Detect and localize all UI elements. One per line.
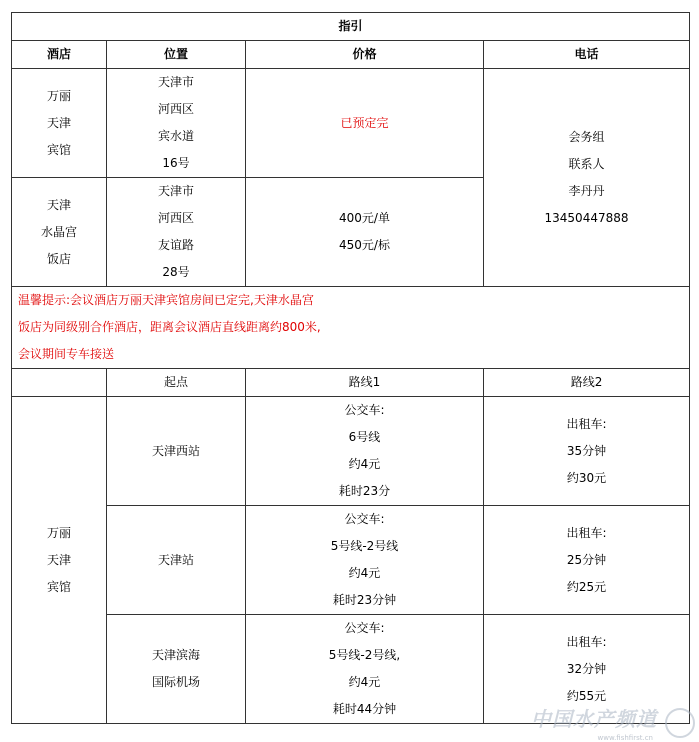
watermark-logo-icon — [665, 708, 695, 738]
route1-cell: 公交车: 6号线 约4元 耗时23分 — [246, 397, 484, 506]
route-header-route2: 路线2 — [484, 369, 690, 397]
hotel-price-cell: 已预定完 — [246, 69, 484, 178]
header-phone: 电话 — [484, 41, 690, 69]
route-start-cell: 天津站 — [107, 506, 246, 615]
route2-cell: 出租车: 35分钟 约30元 — [484, 397, 690, 506]
hotel-location-cell: 天津市 河西区 宾水道 16号 — [107, 69, 246, 178]
route-header-route1: 路线1 — [246, 369, 484, 397]
route-header-empty — [12, 369, 107, 397]
header-location: 位置 — [107, 41, 246, 69]
table-title: 指引 — [12, 13, 690, 41]
notice-cell: 温馨提示:会议酒店万丽天津宾馆房间已定完,天津水晶宫 饭店为同级别合作酒店，距离会议酒店直线距离约800米, 会议期间专车接送 — [12, 287, 690, 369]
route-header-start: 起点 — [107, 369, 246, 397]
hotel-price-cell: 400元/单 450元/标 — [246, 178, 484, 287]
route-start-cell: 天津西站 — [107, 397, 246, 506]
guide-table — [11, 12, 690, 724]
route1-cell: 公交车: 5号线-2号线 约4元 耗时23分钟 — [246, 506, 484, 615]
hotel-name-cell: 万丽 天津 宾馆 — [12, 69, 107, 178]
hotel-name-cell: 天津 水晶宫 饭店 — [12, 178, 107, 287]
route1-cell: 公交车: 5号线-2号线, 约4元 耗时44分钟 — [246, 615, 484, 724]
header-hotel: 酒店 — [12, 41, 107, 69]
header-price: 价格 — [246, 41, 484, 69]
route2-cell: 出租车: 32分钟 约55元 — [484, 615, 690, 724]
route-start-cell: 天津滨海 国际机场 — [107, 615, 246, 724]
watermark-url: www.fishfirst.cn — [597, 734, 653, 742]
route2-cell: 出租车: 25分钟 约25元 — [484, 506, 690, 615]
hotel-location-cell: 天津市 河西区 友谊路 28号 — [107, 178, 246, 287]
route-hotel-cell: 万丽 天津 宾馆 — [12, 397, 107, 724]
watermark-text: 中国水产频道 — [531, 707, 657, 731]
contact-cell: 会务组 联系人 李丹丹 13450447888 — [484, 69, 690, 287]
